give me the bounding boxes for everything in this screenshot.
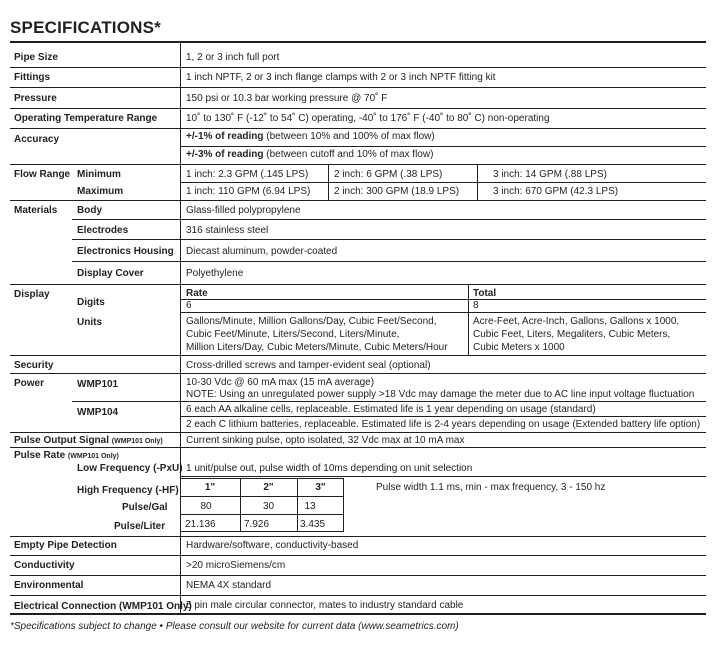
pulse-gal-2: 30	[262, 501, 275, 512]
row-divider	[10, 432, 706, 433]
pulse-rate-label	[14, 450, 119, 461]
pressure-value: 150 psi or 10.3 bar working pressure @ 70˚ F	[186, 93, 388, 104]
fittings-value: 1 inch NPTF, 2 or 3 inch flange clamps with 2 or 3 inch NPTF fitting kit	[186, 72, 496, 83]
flow-min-2: 2 inch: 6 GPM (.38 LPS)	[334, 169, 443, 180]
row-divider	[10, 355, 706, 356]
total-units-1: Acre-Feet, Acre-Inch, Gallons, Gallons x 1000,	[473, 316, 680, 327]
high-frequency-label: High Frequency (-HF)	[77, 485, 179, 496]
size-3-header: 3"	[315, 482, 326, 493]
hf-note: Pulse width 1.1 ms, min - max frequency, 3 - 150 hz	[376, 482, 606, 493]
row-subdivider	[180, 146, 706, 147]
electrodes-label: Electrodes	[77, 225, 129, 236]
row-divider	[10, 284, 706, 285]
accuracy-1-text: (between 10% and 100% of max flow)	[263, 131, 435, 142]
housing-label: Electronics Housing	[77, 246, 174, 257]
empty-pipe-value: Hardware/software, conductivity-based	[186, 540, 359, 551]
size-1-header: 1"	[204, 482, 216, 493]
total-units-3: Cubic Meters x 1000	[473, 342, 565, 353]
body-value: Glass-filled polypropylene	[186, 205, 301, 216]
accuracy-label: Accuracy	[14, 134, 60, 145]
row-divider	[10, 108, 706, 109]
rate-header: Rate	[186, 288, 208, 299]
wmp104-label: WMP104	[77, 407, 119, 418]
row-divider	[10, 595, 706, 596]
accuracy-2-text: (between cutoff and 10% of max flow)	[263, 149, 434, 160]
housing-value: Diecast aluminum, powder-coated	[186, 246, 338, 257]
row-divider	[10, 447, 706, 448]
row-subdivider	[72, 261, 706, 262]
row-divider	[10, 67, 706, 68]
rate-units-1: Gallons/Minute, Million Gallons/Day, Cubic Feet/Second,	[186, 316, 437, 327]
total-units-2: Cubic Feet, Liters, Megaliters, Cubic Meters,	[473, 329, 671, 340]
total-digits: 8	[473, 300, 479, 311]
row-subdivider	[180, 312, 706, 313]
row-subdivider	[72, 219, 706, 220]
rate-units-2: Cubic Feet/Minute, Liters/Second, Liters/Minute,	[186, 329, 400, 340]
environmental-label: Environmental	[14, 580, 84, 591]
pulse-output-label	[14, 435, 163, 446]
pulse-gal-3: 13	[304, 501, 316, 512]
flow-min-label: Minimum	[77, 169, 121, 180]
flow-max-3: 3 inch: 670 GPM (42.3 LPS)	[493, 186, 619, 197]
pulse-output-note: (WMP101 Only)	[111, 438, 163, 445]
security-label: Security	[14, 360, 54, 371]
security-value: Cross-drilled screws and tamper-evident seal (optional)	[186, 360, 431, 371]
wmp104-power-2: 2 each C lithium batteries, replaceable. Estimated life is 2-4 years depending on usage (Extended battery life option)	[186, 419, 701, 430]
row-subdivider	[180, 299, 706, 300]
conductivity-label: Conductivity	[14, 560, 75, 571]
accuracy-line-2	[186, 149, 433, 160]
cover-label: Display Cover	[77, 268, 144, 279]
rate-units-3: Million Liters/Day, Cubic Meters/Minute, Cubic Meters/Hour	[186, 342, 448, 353]
flow-range-label: Flow Range	[14, 169, 71, 180]
pressure-label: Pressure	[14, 93, 57, 104]
power-label: Power	[14, 378, 45, 389]
units-label: Units	[77, 317, 102, 328]
pulse-rate-note: (WMP101 Only)	[67, 453, 119, 460]
materials-label: Materials	[14, 205, 58, 216]
pulse-liter-2: 7.926	[244, 519, 270, 530]
footer-note: *Specifications subject to change • Please consult our website for current data (www.seametrics.com)	[10, 621, 459, 632]
electrical-label: Electrical Connection (WMP101 Only)	[14, 601, 192, 612]
row-subdivider	[180, 514, 344, 515]
flow-min-3: 3 inch: 14 GPM (.88 LPS)	[493, 169, 607, 180]
environmental-value: NEMA 4X standard	[186, 580, 272, 591]
display-label: Display	[14, 289, 50, 300]
row-divider	[10, 575, 706, 576]
rate-digits: 6	[186, 300, 192, 311]
row-divider	[10, 536, 706, 537]
accuracy-line-1	[186, 131, 435, 142]
pulse-output-value: Current sinking pulse, opto isolated, 32 Vdc max at 10 mA max	[186, 435, 465, 446]
row-subdivider	[72, 239, 706, 240]
pulse-liter-label: Pulse/Liter	[114, 521, 166, 532]
flow-max-1: 1 inch: 110 GPM (6.94 LPS)	[186, 186, 311, 197]
temperature-label: Operating Temperature Range	[14, 113, 158, 124]
pulse-liter-1: 21.136	[185, 519, 216, 530]
conductivity-value: >20 microSiemens/cm	[186, 560, 286, 571]
row-subdivider	[180, 476, 706, 477]
row-divider	[10, 555, 706, 556]
page-title: SPECIFICATIONS*	[10, 18, 161, 37]
total-header: Total	[473, 288, 497, 299]
pulse-gal-1: 80	[200, 501, 212, 512]
row-divider	[10, 87, 706, 88]
cover-value: Polyethylene	[186, 268, 244, 279]
electrodes-value: 316 stainless steel	[186, 225, 269, 236]
pipe-size-value: 1, 2 or 3 inch full port	[186, 52, 280, 63]
size-2-header: 2"	[263, 482, 274, 493]
electrical-value: 5 pin male circular connector, mates to industry standard cable	[186, 600, 464, 611]
digits-label: Digits	[77, 297, 105, 308]
wmp104-power-1: 6 each AA alkaline cells, replaceable. Estimated life is 1 year depending on usage (standard)	[186, 404, 596, 415]
pulse-rate-text: Pulse Rate	[14, 450, 66, 461]
row-divider	[10, 164, 706, 165]
wmp101-label: WMP101	[77, 379, 119, 390]
row-divider	[10, 373, 706, 374]
pulse-liter-3: 3.435	[300, 519, 326, 530]
body-label: Body	[77, 205, 102, 216]
row-subdivider	[180, 496, 344, 497]
temperature-value: 10˚ to 130˚ F (-12˚ to 54˚ C) operating, -40˚ to 176˚ F (-40˚ to 80˚ C) non-operating	[186, 113, 550, 124]
bottom-rule	[10, 613, 706, 615]
flow-max-label: Maximum	[77, 186, 124, 197]
accuracy-2-bold: +/-3% of reading	[186, 149, 264, 160]
accuracy-1-bold: +/-1% of reading	[186, 131, 264, 142]
row-subdivider	[180, 416, 706, 417]
pipe-size-label: Pipe Size	[14, 52, 58, 63]
pulse-output-text: Pulse Output Signal	[14, 435, 110, 446]
flow-min-1: 1 inch: 2.3 GPM (.145 LPS)	[186, 169, 309, 180]
row-subdivider	[72, 401, 706, 402]
row-divider	[10, 200, 706, 201]
fittings-label: Fittings	[14, 72, 51, 83]
pulse-gal-label: Pulse/Gal	[122, 502, 168, 513]
empty-pipe-label: Empty Pipe Detection	[14, 540, 117, 551]
flow-max-2: 2 inch: 300 GPM (18.9 LPS)	[334, 186, 460, 197]
low-frequency-label: Low Frequency (-PxU)	[77, 463, 183, 474]
wmp101-power-2: NOTE: Using an unregulated power supply >18 Vdc may damage the meter due to AC line input voltage fluctuation	[186, 389, 695, 400]
title-rule	[10, 41, 706, 43]
wmp101-power-1: 10-30 Vdc @ 60 mA max (15 mA average)	[186, 377, 375, 388]
cell-divider	[468, 284, 469, 355]
low-frequency-value: 1 unit/pulse out, pulse width of 10ms depending on unit selection	[186, 463, 473, 474]
row-subdivider	[180, 182, 706, 183]
row-divider	[10, 128, 706, 129]
